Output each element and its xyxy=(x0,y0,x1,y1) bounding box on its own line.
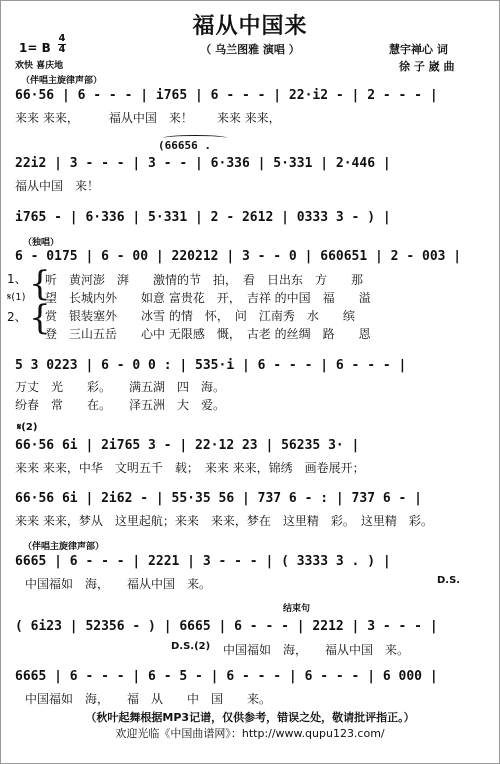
verse-line-4: 登 三山五岳 心中 无限感 慨， 古老 的丝绸 路 恩 xyxy=(45,327,371,341)
verse-line-3: 赏 银装塞外 冰雪 的情 怀， 问 江南秀 水 缤 xyxy=(45,309,355,323)
meter-bottom: 4 xyxy=(58,44,66,55)
lyric-row-6: 来来 来来，中华 文明五千 载； 来来 来来，锦绣 画卷展开； xyxy=(15,461,365,475)
transcriber-note: （秋叶起舞根据MP3记谱，仅供参考，错误之处，敬请批评指正。） xyxy=(85,711,415,724)
solo-label: （独唱） xyxy=(23,238,60,248)
segno-mark-2: 𝄋(2) xyxy=(17,422,38,433)
lyric-row-8: 中国福如 海， 福从中国 来。 xyxy=(25,577,212,591)
lyric-row-1: 来来 来来， 福从中国 来！ 来来 来来， xyxy=(15,111,281,125)
intro-label: （伴唱主旋律声部） xyxy=(21,76,103,86)
music-row-9: ( 6i23 | 52356 - ) | 6665 | 6 - - - | 2212 | 3 - - - | xyxy=(15,619,438,634)
verse-line-2: 望 长城内外 如意 富贵花 开， 吉祥 的中国 福 溢 xyxy=(45,291,371,305)
lyric-row-9: 中国福如 海， 福从中国 来。 xyxy=(223,643,410,657)
music-row-8: 6665 | 6 - - - | 2221 | 3 - - - | ( 3333 3 . ) | xyxy=(15,554,391,569)
lyric-row-5a: 万丈 光 彩。 满五湖 四 海。 xyxy=(15,380,226,394)
verse-line-1: 听 黄河澎 湃 激情的节 拍， 看 日出东 方 那 xyxy=(45,273,364,287)
lyricist: 慧宇禅心 词 xyxy=(389,43,448,56)
ending-label: 结束句 xyxy=(283,604,311,614)
music-row-1: 66·56 | 6 - - - | i765 | 6 - - - | 22·i2 - | 2 - - - | xyxy=(15,88,438,103)
music-row-5: 5 3 0223 | 6 - 0 0 : | 535·i | 6 - - - | 6 - - - | xyxy=(15,358,407,373)
verse-mark-2: 2、 xyxy=(7,310,27,324)
music-row-4: 6 - 0175 | 6 - 00 | 220212 | 3 - - 0 | 660651 | 2 - 003 | xyxy=(15,249,462,264)
lyric-row-7: 来来 来来，梦从 这里起航；来来 来来，梦在 这里精 彩。 这里精 彩。 xyxy=(15,514,433,528)
backing-label: （伴唱主旋律声部） xyxy=(23,542,105,552)
time-signature xyxy=(58,34,66,55)
key-signature: 1= B xyxy=(19,41,51,55)
ds-mark-2: D.S.(2) xyxy=(171,641,211,652)
verse-brace-bottom: { xyxy=(29,298,51,338)
music-row-2: 22i2 | 3 - - - | 3 - - | 6·336 | 5·331 | 2·446 | xyxy=(15,156,391,171)
music-row-10: 6665 | 6 - - - | 6 - 5 - | 6 - - - | 6 - - - | 6 000 | xyxy=(15,669,438,684)
music-row-6: 66·56 6i | 2i765 3 - | 22·12 23 | 56235 3· | xyxy=(15,438,360,453)
music-row-2-upper: (66656 . xyxy=(158,139,211,152)
lyric-row-5b: 纷春 常 在。 泽五洲 大 爱。 xyxy=(15,398,226,412)
verse-mark-1: 1、 xyxy=(7,272,27,286)
ds-mark-1: D.S. xyxy=(437,575,461,586)
song-title: 福从中国来 xyxy=(192,13,308,39)
performer: （ 乌兰图雅 演唱 ） xyxy=(200,43,300,56)
music-row-3: i765 - | 6·336 | 5·331 | 2 - 2612 | 0333 3 - ) | xyxy=(15,210,391,225)
lyric-row-10: 中国福如 海， 福 从 中 国 来。 xyxy=(25,692,272,706)
site-credit: 欢迎光临《中国曲谱网》：http://www.qupu123.com/ xyxy=(115,727,385,740)
lyric-row-2: 福从中国 来！ xyxy=(15,179,100,193)
composer: 徐 子 崴 曲 xyxy=(399,60,455,73)
music-row-7: 66·56 6i | 2i62 - | 55·35 56 | 737 6 - : | 737 6 - | xyxy=(15,491,422,506)
tie-arc xyxy=(163,135,227,141)
segno-mark-1: 𝄋(1) xyxy=(7,292,26,303)
tempo-marking: 欢快 喜庆地 xyxy=(15,61,64,71)
verse-brace-top: { xyxy=(29,264,51,304)
meter-top: 4 xyxy=(58,33,66,44)
